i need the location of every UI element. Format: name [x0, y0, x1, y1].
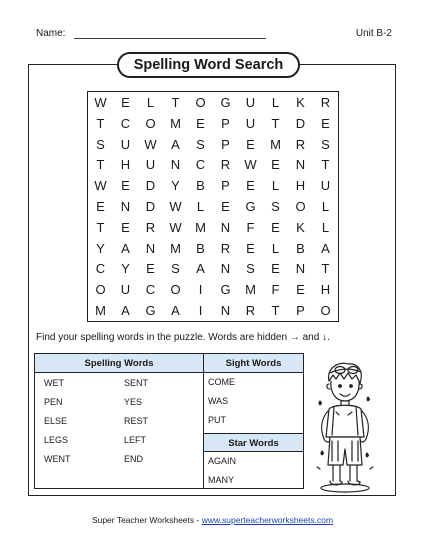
grid-letter[interactable]: U: [245, 94, 256, 110]
grid-letter[interactable]: G: [220, 94, 231, 110]
grid-letter[interactable]: E: [146, 261, 155, 277]
grid-letter[interactable]: D: [295, 115, 306, 131]
grid-letter[interactable]: P: [296, 303, 305, 319]
grid-letter[interactable]: P: [221, 136, 230, 152]
grid-letter[interactable]: I: [198, 303, 203, 319]
grid-letter[interactable]: D: [145, 198, 156, 214]
grid-letter[interactable]: A: [121, 303, 130, 319]
grid-letter[interactable]: B: [196, 178, 205, 194]
spelling-word: WENT: [44, 454, 71, 464]
grid-letter[interactable]: M: [95, 303, 106, 319]
spelling-word: REST: [124, 416, 149, 426]
grid-letter[interactable]: W: [94, 94, 107, 110]
page-title: Spelling Word Search: [117, 52, 300, 78]
grid-letter[interactable]: S: [271, 198, 280, 214]
spelling-word: LEGS: [44, 435, 69, 445]
grid-letter[interactable]: A: [321, 240, 330, 256]
grid-letter[interactable]: S: [196, 136, 205, 152]
grid-letter[interactable]: H: [295, 178, 306, 194]
website-link[interactable]: www.superteacherworksheets.com: [201, 515, 334, 525]
grid-letter[interactable]: T: [96, 157, 105, 173]
word-search-grid: [87, 91, 339, 322]
grid-letter[interactable]: P: [221, 178, 230, 194]
grid-letter[interactable]: U: [245, 115, 256, 131]
spelling-word: END: [124, 454, 144, 464]
grid-letter[interactable]: E: [321, 115, 330, 131]
grid-letter[interactable]: S: [246, 261, 255, 277]
spelling-words-column: [35, 354, 204, 488]
grid-letter[interactable]: Y: [96, 240, 105, 256]
grid-letter[interactable]: E: [271, 157, 280, 173]
grid-letter[interactable]: B: [196, 240, 205, 256]
spelling-word: SENT: [124, 378, 149, 388]
grid-letter[interactable]: H: [320, 282, 331, 298]
word-table: [34, 353, 304, 489]
worksheet-header: [36, 28, 392, 44]
grid-letter[interactable]: W: [94, 178, 107, 194]
grid-letter[interactable]: N: [145, 240, 156, 256]
grid-letter[interactable]: L: [271, 178, 280, 194]
grid-letter[interactable]: E: [196, 115, 205, 131]
grid-letter[interactable]: E: [271, 219, 280, 235]
grid-letter[interactable]: M: [270, 136, 281, 152]
grid-letter[interactable]: M: [170, 115, 181, 131]
grid-letter[interactable]: N: [295, 157, 306, 173]
grid-letter[interactable]: C: [95, 261, 106, 277]
spelling-word: ELSE: [44, 416, 68, 426]
grid-letter[interactable]: U: [145, 157, 156, 173]
grid-letter[interactable]: F: [271, 282, 280, 298]
grid-letter[interactable]: M: [195, 219, 206, 235]
grid-letter[interactable]: B: [296, 240, 305, 256]
grid-letter[interactable]: M: [245, 282, 256, 298]
grid-letter[interactable]: S: [171, 261, 180, 277]
grid-letter[interactable]: A: [121, 240, 130, 256]
grid-letter[interactable]: N: [295, 261, 306, 277]
grid-letter[interactable]: Y: [171, 178, 180, 194]
sight-word: PUT: [208, 415, 226, 425]
grid-letter[interactable]: L: [321, 219, 330, 235]
grid-letter[interactable]: E: [121, 219, 130, 235]
sight-word: COME: [208, 377, 235, 387]
grid-letter[interactable]: W: [169, 219, 182, 235]
grid-letter[interactable]: E: [246, 240, 255, 256]
grid-letter[interactable]: O: [195, 94, 206, 110]
grid-letter[interactable]: Y: [121, 261, 130, 277]
grid-letter[interactable]: O: [145, 115, 156, 131]
grid-letter[interactable]: T: [96, 115, 105, 131]
grid-letter[interactable]: L: [196, 198, 205, 214]
star-words-header: Star Words: [204, 433, 303, 452]
grid-letter[interactable]: W: [169, 198, 182, 214]
spelling-words-header: Spelling Words: [35, 354, 203, 373]
name-label: Name:: [36, 28, 66, 39]
grid-letter[interactable]: R: [295, 136, 306, 152]
grid-letter[interactable]: F: [246, 219, 255, 235]
grid-letter[interactable]: O: [170, 282, 181, 298]
spelling-word: WET: [44, 378, 64, 388]
grid-letter[interactable]: H: [120, 157, 131, 173]
grid-letter[interactable]: N: [120, 198, 131, 214]
grid-letter[interactable]: C: [195, 157, 206, 173]
grid-letter[interactable]: O: [320, 303, 331, 319]
grid-letter[interactable]: T: [321, 261, 330, 277]
unit-label: Unit B-2: [355, 28, 392, 39]
grid-letter[interactable]: L: [271, 94, 280, 110]
grid-letter[interactable]: O: [95, 282, 106, 298]
spelling-word: LEFT: [124, 435, 147, 445]
grid-letter[interactable]: L: [271, 240, 280, 256]
grid-letter[interactable]: T: [271, 303, 280, 319]
grid-letter[interactable]: R: [245, 303, 256, 319]
grid-letter[interactable]: W: [144, 136, 157, 152]
footer: [0, 515, 425, 525]
grid-letter[interactable]: T: [96, 219, 105, 235]
sight-word: WAS: [208, 396, 229, 406]
grid-letter[interactable]: D: [145, 178, 156, 194]
grid-letter[interactable]: A: [171, 136, 180, 152]
grid-letter[interactable]: R: [220, 157, 231, 173]
grid-letter[interactable]: R: [145, 219, 156, 235]
spelling-word: YES: [124, 397, 143, 407]
grid-letter[interactable]: E: [121, 178, 130, 194]
grid-letter[interactable]: T: [171, 94, 180, 110]
grid-letter[interactable]: K: [296, 94, 305, 110]
grid-letter[interactable]: E: [271, 261, 280, 277]
grid-letter[interactable]: A: [171, 303, 180, 319]
footer-prefix: Super Teacher Worksheets -: [91, 515, 202, 525]
grid-letter[interactable]: E: [246, 178, 255, 194]
wet-boy-illustration: [312, 357, 376, 497]
grid-letter[interactable]: E: [246, 136, 255, 152]
grid-letter[interactable]: E: [221, 198, 230, 214]
grid-letter[interactable]: E: [96, 198, 105, 214]
star-word: AGAIN: [208, 456, 237, 466]
grid-letter[interactable]: E: [121, 94, 130, 110]
grid-letter[interactable]: G: [245, 198, 256, 214]
grid-letter[interactable]: U: [120, 282, 131, 298]
grid-letter[interactable]: A: [196, 261, 205, 277]
grid-letter[interactable]: N: [220, 219, 231, 235]
grid-letter[interactable]: K: [296, 219, 305, 235]
grid-letter[interactable]: L: [146, 94, 155, 110]
grid-letter[interactable]: C: [120, 115, 131, 131]
instructions: Find your spelling words in the puzzle. Words are hidden → and ↓.: [36, 332, 330, 343]
grid-letter[interactable]: N: [170, 157, 181, 173]
grid-letter[interactable]: G: [220, 282, 231, 298]
grid-letter[interactable]: S: [96, 136, 105, 152]
name-line[interactable]: [74, 38, 266, 39]
grid-letter[interactable]: N: [220, 261, 231, 277]
grid-letter[interactable]: I: [198, 282, 203, 298]
grid-letter[interactable]: L: [321, 198, 330, 214]
star-word: MANY: [208, 475, 235, 485]
grid-letter[interactable]: S: [321, 136, 330, 152]
grid-letter[interactable]: U: [120, 136, 131, 152]
grid-letter[interactable]: N: [220, 303, 231, 319]
grid-letter[interactable]: C: [145, 282, 156, 298]
grid-letter[interactable]: G: [145, 303, 156, 319]
grid-letter[interactable]: R: [220, 240, 231, 256]
sight-star-column: [204, 354, 303, 488]
sight-words-header: Sight Words: [204, 354, 303, 373]
grid-letter[interactable]: M: [170, 240, 181, 256]
grid-letter[interactable]: U: [320, 178, 331, 194]
grid-letter[interactable]: T: [321, 157, 330, 173]
grid-letter[interactable]: R: [320, 94, 331, 110]
spelling-word: PEN: [44, 397, 63, 407]
grid-letter[interactable]: P: [221, 115, 230, 131]
grid-letter[interactable]: W: [244, 157, 257, 173]
grid-letter[interactable]: E: [296, 282, 305, 298]
grid-letter[interactable]: T: [271, 115, 280, 131]
grid-letter[interactable]: O: [295, 198, 306, 214]
